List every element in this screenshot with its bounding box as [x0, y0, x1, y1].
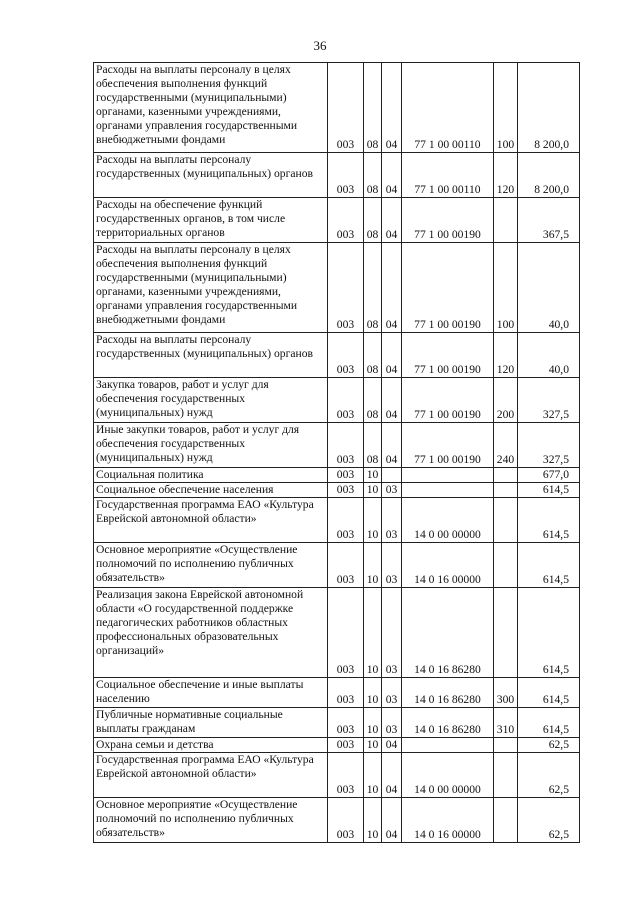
- admin-code-cell: 003: [328, 333, 364, 378]
- admin-code-cell: 003: [328, 243, 364, 333]
- section-code-cell: 10: [364, 753, 382, 798]
- target-article-cell: [402, 483, 494, 498]
- target-article-cell: 14 0 16 86280: [402, 588, 494, 678]
- table-row: [94, 708, 580, 738]
- amount-cell: 8 200,0: [518, 153, 580, 198]
- section-code-cell: 08: [364, 378, 382, 423]
- expense-name-cell: Расходы на выплаты персоналу государственных (муниципальных) органов: [94, 153, 328, 198]
- expense-type-cell: [494, 468, 518, 483]
- admin-code-cell: 003: [328, 678, 364, 708]
- admin-code-cell: 003: [328, 423, 364, 468]
- subsection-code-cell: 04: [382, 153, 402, 198]
- expense-type-cell: 200: [494, 378, 518, 423]
- amount-cell: 614,5: [518, 543, 580, 588]
- expense-type-cell: 100: [494, 63, 518, 153]
- expense-name-cell: Иные закупки товаров, работ и услуг для обеспечения государственных (муниципальных) нужд: [94, 423, 328, 468]
- amount-cell: 614,5: [518, 708, 580, 738]
- amount-cell: 40,0: [518, 243, 580, 333]
- expense-type-cell: [494, 738, 518, 753]
- target-article-cell: 77 1 00 00110: [402, 153, 494, 198]
- expense-name-cell: Закупка товаров, работ и услуг для обеспечения государственных (муниципальных) нужд: [94, 378, 328, 423]
- table-row: [94, 153, 580, 198]
- amount-cell: 8 200,0: [518, 63, 580, 153]
- table-row: [94, 378, 580, 423]
- section-code-cell: 10: [364, 483, 382, 498]
- section-code-cell: 08: [364, 423, 382, 468]
- expense-type-cell: [494, 798, 518, 843]
- admin-code-cell: 003: [328, 738, 364, 753]
- section-code-cell: 08: [364, 63, 382, 153]
- section-code-cell: 08: [364, 198, 382, 243]
- table-row: [94, 588, 580, 678]
- subsection-code-cell: 03: [382, 708, 402, 738]
- table-row: [94, 243, 580, 333]
- expense-name-cell: Государственная программа ЕАО «Культура Еврейской автономной области»: [94, 753, 328, 798]
- expense-type-cell: [494, 498, 518, 543]
- expense-type-cell: [494, 198, 518, 243]
- amount-cell: 62,5: [518, 798, 580, 843]
- target-article-cell: 14 0 16 86280: [402, 678, 494, 708]
- expense-name-cell: Реализация закона Еврейской автономной области «О государственной поддержке педагогических работников областных профессиональных образовательных организаций»: [94, 588, 328, 678]
- target-article-cell: 77 1 00 00190: [402, 333, 494, 378]
- section-code-cell: 10: [364, 798, 382, 843]
- admin-code-cell: 003: [328, 543, 364, 588]
- table-row: [94, 678, 580, 708]
- table-row: [94, 63, 580, 153]
- expense-type-cell: 310: [494, 708, 518, 738]
- expense-name-cell: Основное мероприятие «Осуществление полномочий по исполнению публичных обязательств»: [94, 543, 328, 588]
- subsection-code-cell: 03: [382, 588, 402, 678]
- table-row: [94, 498, 580, 543]
- expense-type-cell: 100: [494, 243, 518, 333]
- table-row: [94, 198, 580, 243]
- subsection-code-cell: 04: [382, 738, 402, 753]
- expense-type-cell: [494, 543, 518, 588]
- amount-cell: 367,5: [518, 198, 580, 243]
- target-article-cell: 77 1 00 00190: [402, 243, 494, 333]
- section-code-cell: 10: [364, 678, 382, 708]
- expense-type-cell: [494, 753, 518, 798]
- admin-code-cell: 003: [328, 63, 364, 153]
- subsection-code-cell: 04: [382, 198, 402, 243]
- expense-type-cell: [494, 588, 518, 678]
- subsection-code-cell: 03: [382, 498, 402, 543]
- admin-code-cell: 003: [328, 468, 364, 483]
- amount-cell: 677,0: [518, 468, 580, 483]
- section-code-cell: 10: [364, 708, 382, 738]
- expense-type-cell: [494, 483, 518, 498]
- admin-code-cell: 003: [328, 753, 364, 798]
- amount-cell: 614,5: [518, 588, 580, 678]
- expense-name-cell: Основное мероприятие «Осуществление полномочий по исполнению публичных обязательств»: [94, 798, 328, 843]
- expense-name-cell: Государственная программа ЕАО «Культура Еврейской автономной области»: [94, 498, 328, 543]
- table-row: [94, 468, 580, 483]
- expense-name-cell: Социальное обеспечение населения: [94, 483, 328, 498]
- subsection-code-cell: 03: [382, 543, 402, 588]
- expense-type-cell: 300: [494, 678, 518, 708]
- subsection-code-cell: 04: [382, 243, 402, 333]
- subsection-code-cell: 04: [382, 63, 402, 153]
- target-article-cell: 77 1 00 00110: [402, 63, 494, 153]
- amount-cell: 614,5: [518, 483, 580, 498]
- amount-cell: 614,5: [518, 678, 580, 708]
- table-row: [94, 738, 580, 753]
- target-article-cell: 14 0 16 00000: [402, 543, 494, 588]
- expense-name-cell: Охрана семьи и детства: [94, 738, 328, 753]
- target-article-cell: 14 0 16 86280: [402, 708, 494, 738]
- admin-code-cell: 003: [328, 378, 364, 423]
- table-row: [94, 753, 580, 798]
- subsection-code-cell: 04: [382, 333, 402, 378]
- subsection-code-cell: 04: [382, 798, 402, 843]
- subsection-code-cell: [382, 468, 402, 483]
- expense-name-cell: Расходы на выплаты персоналу в целях обеспечения выполнения функций государственными (муниципальными) органами, казенными учреждениями, органами управления государственными внебюджетными фондами: [94, 243, 328, 333]
- admin-code-cell: 003: [328, 153, 364, 198]
- amount-cell: 40,0: [518, 333, 580, 378]
- table-row: [94, 798, 580, 843]
- target-article-cell: 77 1 00 00190: [402, 423, 494, 468]
- target-article-cell: 14 0 00 00000: [402, 498, 494, 543]
- table-row: [94, 543, 580, 588]
- expense-name-cell: Расходы на обеспечение функций государственных органов, в том числе территориальных органов: [94, 198, 328, 243]
- subsection-code-cell: 04: [382, 753, 402, 798]
- section-code-cell: 10: [364, 543, 382, 588]
- expense-type-cell: 240: [494, 423, 518, 468]
- admin-code-cell: 003: [328, 198, 364, 243]
- table-body: [94, 63, 580, 843]
- target-article-cell: 77 1 00 00190: [402, 198, 494, 243]
- target-article-cell: [402, 738, 494, 753]
- budget-table: [93, 62, 580, 843]
- section-code-cell: 08: [364, 243, 382, 333]
- expense-name-cell: Социальная политика: [94, 468, 328, 483]
- target-article-cell: 14 0 16 00000: [402, 798, 494, 843]
- section-code-cell: 10: [364, 468, 382, 483]
- section-code-cell: 08: [364, 333, 382, 378]
- admin-code-cell: 003: [328, 498, 364, 543]
- target-article-cell: [402, 468, 494, 483]
- expense-name-cell: Расходы на выплаты персоналу в целях обеспечения выполнения функций государственными (муниципальными) органами, казенными учреждениями, органами управления государственными внебюджетными фондами: [94, 63, 328, 153]
- expense-name-cell: Публичные нормативные социальные выплаты гражданам: [94, 708, 328, 738]
- section-code-cell: 08: [364, 153, 382, 198]
- target-article-cell: 14 0 00 00000: [402, 753, 494, 798]
- section-code-cell: 10: [364, 498, 382, 543]
- admin-code-cell: 003: [328, 798, 364, 843]
- subsection-code-cell: 03: [382, 483, 402, 498]
- table-row: [94, 483, 580, 498]
- amount-cell: 327,5: [518, 378, 580, 423]
- expense-name-cell: Расходы на выплаты персоналу государственных (муниципальных) органов: [94, 333, 328, 378]
- target-article-cell: 77 1 00 00190: [402, 378, 494, 423]
- subsection-code-cell: 03: [382, 678, 402, 708]
- amount-cell: 62,5: [518, 753, 580, 798]
- table-row: [94, 333, 580, 378]
- amount-cell: 62,5: [518, 738, 580, 753]
- section-code-cell: 10: [364, 738, 382, 753]
- amount-cell: 327,5: [518, 423, 580, 468]
- expense-type-cell: 120: [494, 333, 518, 378]
- subsection-code-cell: 04: [382, 378, 402, 423]
- admin-code-cell: 003: [328, 483, 364, 498]
- expense-type-cell: 120: [494, 153, 518, 198]
- page-number: 36: [313, 38, 327, 53]
- admin-code-cell: 003: [328, 708, 364, 738]
- amount-cell: 614,5: [518, 498, 580, 543]
- subsection-code-cell: 04: [382, 423, 402, 468]
- section-code-cell: 10: [364, 588, 382, 678]
- expense-name-cell: Социальное обеспечение и иные выплаты населению: [94, 678, 328, 708]
- table-row: [94, 423, 580, 468]
- admin-code-cell: 003: [328, 588, 364, 678]
